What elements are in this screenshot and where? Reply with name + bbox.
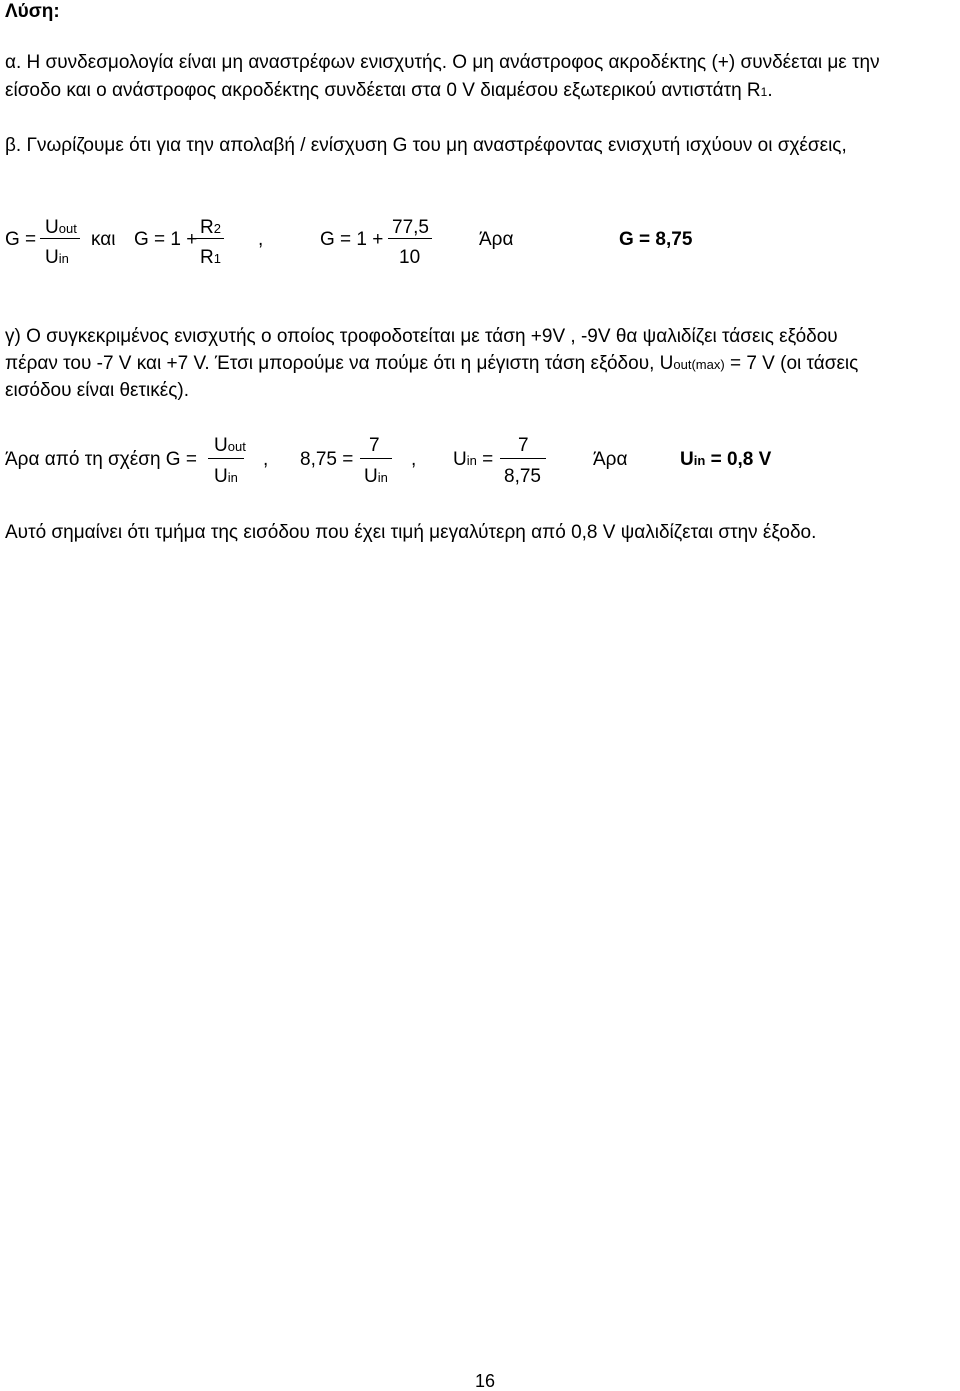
fraction-2-denominator: R1 [200,247,221,268]
fraction-1-numerator: Uout [45,217,77,238]
conclusion-text: Αυτό σημαίνει ότι τμήμα της εισόδου που έχει τιμή μεγαλύτερη από 0,8 V ψαλιδίζεται στην έξοδο. [5,522,817,543]
fraction-5-denominator: Uin [364,466,388,487]
gain-result: G = 8,75 [619,229,693,250]
page-number: 16 [475,1371,496,1391]
fraction-1-denominator: Uin [45,247,69,268]
fraction-3-bar [388,238,432,239]
solution-heading: Λύση: [5,1,60,22]
input-voltage-result: Uin = 0,8 V [680,449,772,470]
fraction-5-numerator: 7 [369,435,380,456]
u-in-equals: Uin = [453,449,494,470]
comma-2: , [263,449,269,470]
fraction-5-bar [360,458,392,459]
part-c-line-2: πέραν του -7 V και +7 V. Έτσι μπορούμε να πούμε ότι η μέγιστη τάση εξόδου, Uout(max) = 7 V (οι τάσεις [5,353,859,374]
fraction-4-bar [208,458,244,459]
fraction-2-numerator: R2 [200,217,221,238]
part-c-line-3: εισόδου είναι θετικές). [5,380,189,401]
fraction-3-denominator: 10 [399,247,421,268]
fraction-6-denominator: 8,75 [504,466,541,487]
and-word: και [91,229,116,250]
part-b-text: β. Γνωρίζουμε ότι για την απολαβή / ενίσχυση G του μη αναστρέφοντας ενισχυτή ισχύουν οι σχέσεις, [5,135,847,156]
value-equals: 8,75 = [300,449,354,470]
fraction-6-numerator: 7 [518,435,529,456]
comma-3: , [411,449,417,470]
fraction-1-bar [40,238,80,239]
fraction-6-bar [500,458,546,459]
comma-1: , [258,229,264,250]
part-a-line-1: α. Η συνδεσμολογία είναι μη αναστρέφων ενισχυτής. Ο μη ανάστροφος ακροδέκτης (+) συνδέεται με την [5,52,880,73]
fraction-4-numerator: Uout [214,435,246,456]
therefore-word-2: Άρα [593,449,628,470]
g-equals: G = [5,229,37,250]
fraction-4-denominator: Uin [214,466,238,487]
g-one-plus: G = 1 + [134,229,198,250]
therefore-word: Άρα [479,229,514,250]
fraction-3-numerator: 77,5 [392,217,429,238]
g-one-plus-2: G = 1 + [320,229,384,250]
from-relation-text: Άρα από τη σχέση G = [5,449,197,470]
fraction-2-bar [196,238,224,239]
part-a-line-2: είσοδο και ο ανάστροφος ακροδέκτης συνδέεται στα 0 V διαμέσου εξωτερικού αντιστάτη R1. [5,80,773,101]
part-c-line-1: γ) Ο συγκεκριμένος ενισχυτής ο οποίος τροφοδοτείται με τάση +9V , -9V θα ψαλιδίζει τάσεις εξόδου [5,326,838,347]
